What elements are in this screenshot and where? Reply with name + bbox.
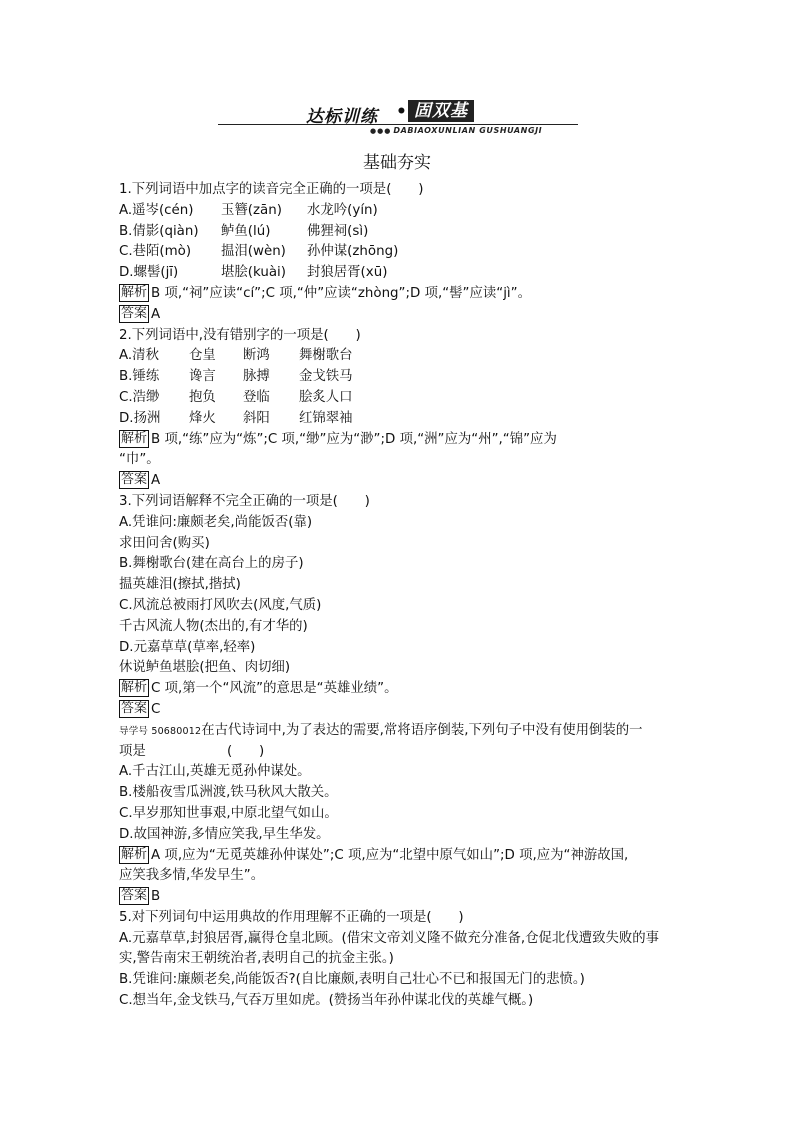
q3-stem: 3.下列词语解释不完全正确的一项是( ) (119, 493, 370, 509)
q1-a-2: 玉簪(zān) (221, 202, 282, 218)
q1-b-3: 佛狸祠(sì) (307, 223, 369, 239)
q2-analysis-cont: “巾”。 (119, 452, 160, 468)
q4-option: A.千古江山,英雄无觅孙仲谋处。 (119, 764, 311, 780)
header-banner (218, 100, 578, 140)
q1-c-1: C.巷陌(mò) (119, 244, 192, 260)
q1-analysis-text: B 项,“祠”应读“cí”;C 项,“仲”应读“zhòng”;D 项,“髻”应读“jì”。 (151, 285, 531, 301)
analysis-tag: 解析 (121, 846, 148, 862)
banner-badge: 固双基 (408, 100, 474, 122)
q5-line: C.想当年,金戈铁马,气吞万里如虎。(赞扬当年孙仲谋北伐的英雄气概。) (119, 993, 534, 1009)
q2-answer (119, 471, 679, 492)
q1-option-c (119, 242, 679, 263)
analysis-tag: 解析 (121, 680, 148, 696)
q3-line: A.凭谁问:廉颇老矣,尚能饭否(靠) (119, 514, 313, 530)
q4-analysis-text-1: A 项,应为“无觅英雄孙仲谋处”;C 项,应为“北望中原气如山”;D 项,应为“神游故国, (151, 847, 629, 863)
banner-rule (218, 124, 578, 125)
q4-answer-text: B (151, 889, 161, 905)
q1-a-1: A.遥岑(cén) (119, 202, 194, 218)
q2-option-d (119, 409, 679, 430)
q3-line: 休说鲈鱼堪脍(把鱼、肉切细) (119, 660, 291, 676)
q3-line: 千古风流人物(杰出的,有才华的) (119, 618, 308, 634)
q1-answer (119, 305, 679, 326)
q3-line: B.舞榭歌台(建在高台上的房子) (119, 556, 304, 572)
q5-line: 实,警告南宋王朝统治者,表明自己的抗金主张。) (119, 951, 394, 967)
q2-analysis-text-1: B 项,“练”应为“炼”;C 项,“缈”应为“渺”;D 项,“洲”应为“州”,“锦”应为 (151, 431, 557, 447)
banner-dots: ●●● (370, 127, 392, 135)
q1-b-1: B.倩影(qiàn) (119, 223, 199, 239)
q4-option: B.楼船夜雪瓜洲渡,铁马秋风大散关。 (119, 785, 338, 801)
q2-c-1: C.浩缈 (119, 389, 160, 405)
q3-answer-text: C (151, 701, 161, 717)
q4-stem-text-1: 在古代诗词中,为了表达的需要,常将语序倒装,下列句子中没有使用倒装的一 (201, 722, 643, 738)
q2-stem: 2.下列词语中,没有错别字的一项是( ) (119, 327, 361, 343)
q2-a-1: A.清秋 (119, 348, 159, 364)
q4-analysis-cont: 应笑我多情,华发早生”。 (119, 868, 265, 884)
banner-dot: • (396, 102, 407, 122)
q2-d-3: 斜阳 (243, 410, 270, 426)
q2-answer-text: A (151, 473, 161, 489)
q2-c-3: 登临 (243, 389, 270, 405)
q1-option-d (119, 263, 679, 284)
q2-c-2: 抱负 (189, 389, 216, 405)
q1-answer-text: A (151, 306, 161, 322)
q3-line: 求田问舍(购买) (119, 535, 210, 551)
q2-option-a (119, 346, 679, 367)
q1-a-3: 水龙吟(yín) (307, 202, 378, 218)
section-title: 基础夯实 (363, 153, 431, 173)
q1-c-3: 孙仲谋(zhōng) (307, 244, 399, 260)
q3-line: D.元嘉草草(草率,轻率) (119, 639, 256, 655)
q4-paren: ( ) (227, 743, 265, 759)
q1-analysis (119, 284, 679, 305)
q1-d-3: 封狼居胥(xū) (307, 265, 388, 281)
q3-line: 揾英雄泪(擦拭,揩拭) (119, 577, 241, 593)
answer-tag: 答案 (121, 888, 148, 904)
q4-stem-cont (119, 742, 679, 763)
banner-subtitle-text: DABIAOXUNLIAN GUSHUANGJI (393, 126, 543, 135)
q2-d-4: 红锦翠袖 (299, 410, 353, 426)
q2-analysis (119, 430, 679, 451)
q2-a-3: 断鸿 (243, 348, 270, 364)
q1-d-2: 堪脍(kuài) (221, 265, 286, 281)
q4-stem-text-2: 项是 (119, 743, 146, 759)
q2-c-4: 脍炙人口 (299, 389, 353, 405)
q1-b-2: 鲈鱼(lú) (221, 223, 271, 239)
q1-option-b (119, 222, 679, 243)
guide-number: 导学号 50680012 (119, 725, 202, 737)
q2-d-2: 烽火 (189, 410, 216, 426)
q1-d-1: D.螺髻(jī) (119, 265, 179, 281)
q4-stem (119, 721, 679, 742)
q2-b-1: B.锤练 (119, 369, 160, 385)
q4-analysis (119, 846, 679, 867)
q2-option-c (119, 388, 679, 409)
q1-option-a (119, 201, 679, 222)
q4-answer (119, 887, 679, 908)
q1-stem: 1.下列词语中加点字的读音完全正确的一项是( ) (119, 182, 424, 197)
q4-option: D.故国神游,多情应笑我,早生华发。 (119, 826, 330, 842)
analysis-tag: 解析 (121, 430, 148, 446)
q2-b-2: 谗言 (189, 369, 216, 385)
q5-stem: 5.对下列词句中运用典故的作用理解不正确的一项是( ) (119, 909, 464, 925)
q3-answer (119, 700, 679, 721)
exercise-content (119, 180, 679, 1012)
q1-c-2: 揾泪(wèn) (221, 244, 286, 260)
q2-a-2: 仓皇 (189, 348, 216, 364)
q5-line: B.凭谁问:廉颇老矣,尚能饭否?(自比廉颇,表明自己壮心不已和报国无门的悲愤。) (119, 972, 585, 988)
answer-tag: 答案 (121, 700, 148, 716)
banner-subtitle (370, 126, 542, 135)
answer-tag: 答案 (121, 305, 148, 321)
q3-analysis (119, 679, 679, 700)
q2-a-4: 舞榭歌台 (299, 348, 353, 364)
banner-title: 达标训练 (306, 107, 378, 127)
q2-b-4: 金戈铁马 (299, 369, 353, 385)
analysis-tag: 解析 (121, 284, 148, 300)
q2-d-1: D.扬洲 (119, 410, 161, 426)
q2-b-3: 脉搏 (243, 369, 270, 385)
q4-option: C.早岁那知世事艰,中原北望气如山。 (119, 805, 338, 821)
answer-tag: 答案 (121, 472, 148, 488)
q5-line: A.元嘉草草,封狼居胥,赢得仓皇北顾。(借宋文帝刘义隆不做充分准备,仓促北伐遭致失败的事 (119, 930, 660, 946)
q2-option-b (119, 367, 679, 388)
q3-line: C.风流总被雨打风吹去(风度,气质) (119, 597, 322, 613)
q3-analysis-text: C 项,第一个“风流”的意思是“英雄业绩”。 (151, 681, 398, 697)
